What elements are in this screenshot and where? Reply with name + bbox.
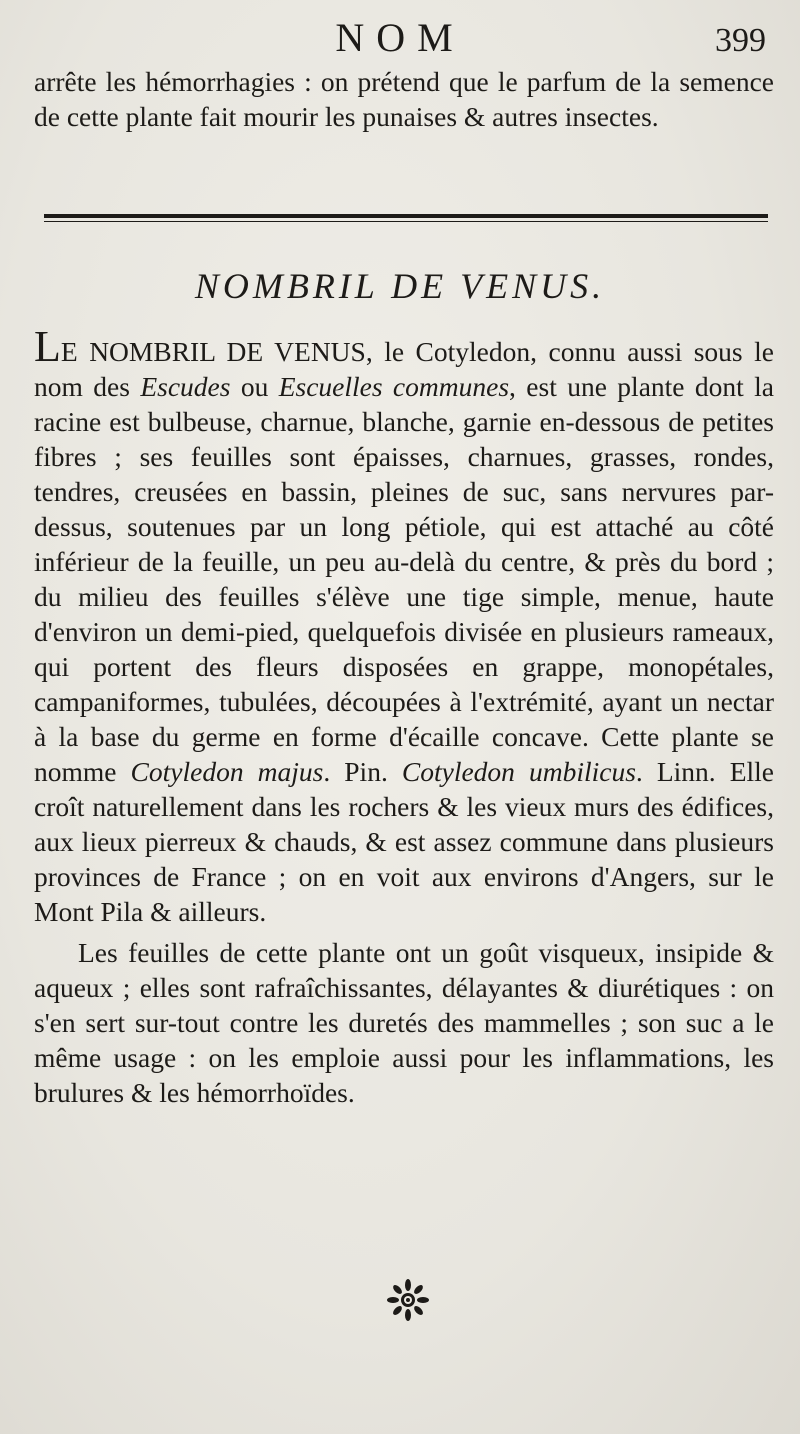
section-divider [44, 214, 768, 218]
p1-italic-cotyledon-umbilicus: Cotyledon umbilicus [401, 756, 636, 787]
page-number: 399 [715, 22, 766, 59]
continuation-paragraph: arrête les hémorrhagies : on prétend que le parfum de la semence de cette plante fait mourir les punaises & autres insectes. [34, 66, 774, 132]
p1-italic-cotyledon-majus: Cotyledon majus [130, 756, 324, 787]
p1-text-a: E NOMBRIL DE VENUS, le Cotyledon, connu aussi sous le nom des [34, 336, 774, 402]
drop-cap: L [34, 322, 61, 371]
p1-text-e: . Linn. Elle croît naturellement dans les rochers & les vieux murs des édifices, aux lieux pierreux & chauds, & est assez commune dans plusieurs provinces de France ; on en voit aux environs d'Angers, sur le Mont Pila & ailleurs. [34, 756, 774, 927]
p1-italic-escudes: Escudes [140, 371, 231, 402]
page-header [0, 14, 800, 64]
entry-body [34, 322, 774, 1110]
section-divider-thin [44, 221, 768, 222]
entry-paragraph-1 [34, 322, 774, 929]
entry-paragraph-2: Les feuilles de cette plante ont un goût visqueux, insipide & aqueux ; elles sont rafraîchissantes, délayantes & diurétiques : on s'en sert sur-tout contre les duretés des mammelles ; son suc a le même usage : on les emploie aussi pour les inflammations, les brulures & les hémorrhoïdes. [34, 937, 774, 1108]
p1-italic-escuelles: Escuelles communes [278, 371, 510, 402]
continuation-text [34, 64, 774, 134]
running-head: NOM [335, 15, 465, 60]
p1-text-c: , est une plante dont la racine est bulbeuse, charnue, blanche, garnie en-dessous de petites fibres ; ses feuilles sont épaisses, charnues, grasses, rondes, tendres, creusées en bassin, pleines de suc, sans nervures par-dessus, soutenues par un long pétiole, qui est attaché au côté inférieur de la feuille, un peu au-delà du centre, & près du bord ; du milieu des feuilles s'élève une tige simple, menue, haute d'environ un demi-pied, quelquefois divisée en plusieurs rameaux, qui portent des fleurs disposées en grappe, monopétales, campaniformes, tubulées, découpées à l'extrémité, ayant un nectar à la base du germe en forme d'écaille concave. Cette plante se nomme [34, 371, 774, 787]
p1-text-b: ou [230, 371, 279, 402]
fleuron-ornament-icon [386, 1278, 430, 1322]
p1-text-d: . Pin. [323, 756, 402, 787]
entry-title: NOMBRIL DE VENUS. [194, 266, 606, 306]
